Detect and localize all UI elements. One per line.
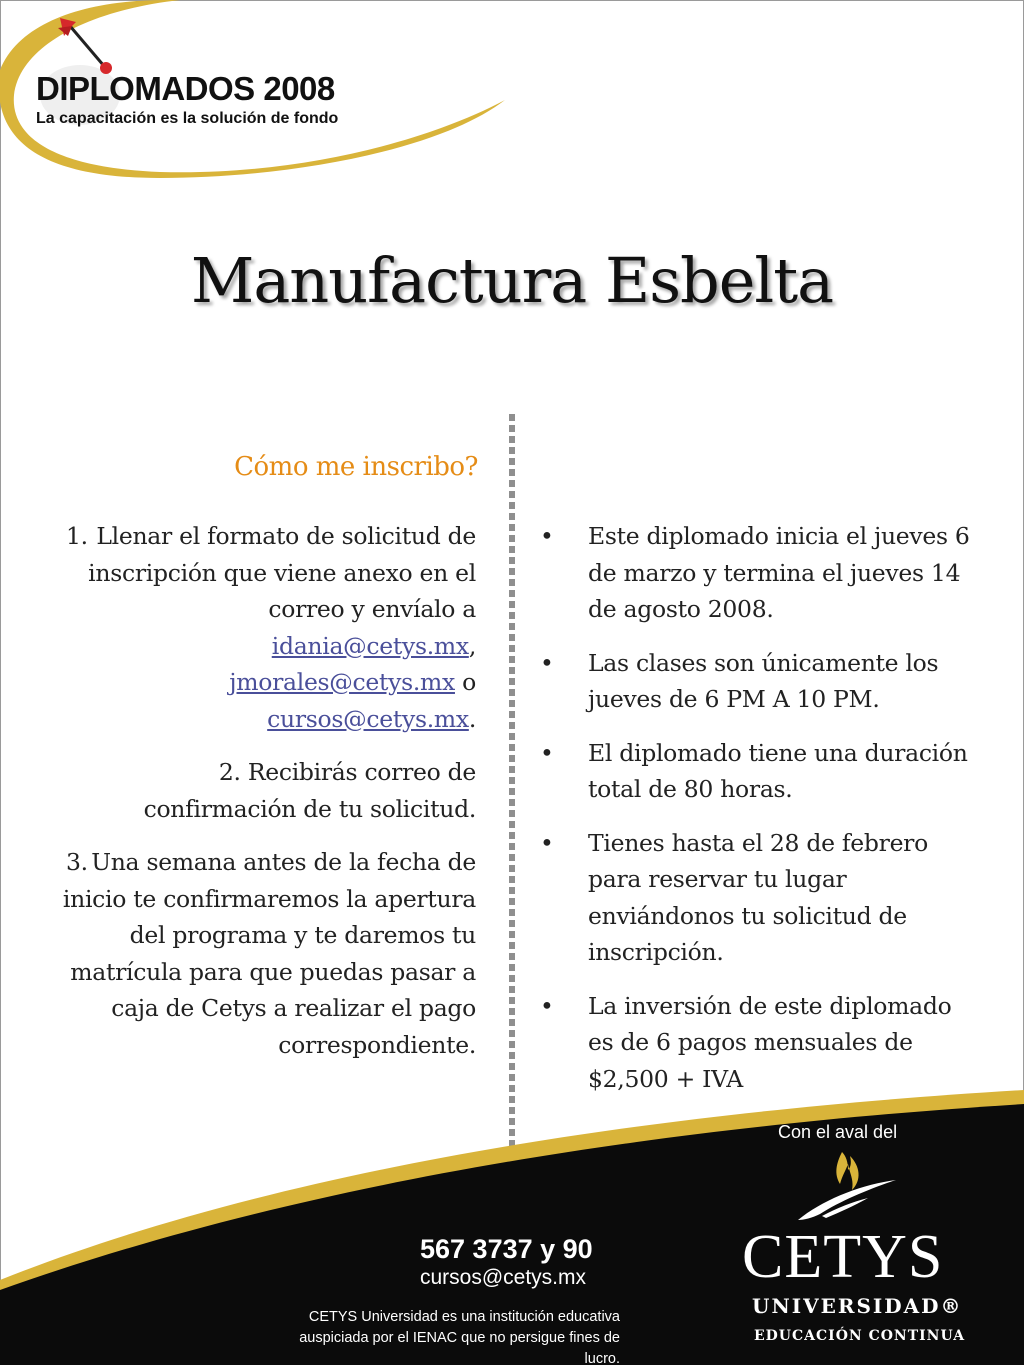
brand-name: CETYS	[742, 1223, 944, 1291]
bullet-icon: •	[540, 828, 554, 857]
bullet-icon: •	[540, 648, 554, 677]
info-text: Este diplomado inicia el jueves 6 de marzo y termina el jueves 14 de agosto 2008.	[588, 522, 970, 623]
contact-email[interactable]: cursos@cetys.mx	[420, 1266, 587, 1289]
info-item	[538, 825, 978, 971]
email-link-idania[interactable]: idania@cetys.mx	[271, 631, 469, 660]
logo-subtitle: La capacitación es la solución de fondo	[36, 110, 339, 127]
step-separator: ,	[468, 631, 476, 660]
info-text: Tienes hasta el 28 de febrero para reservar tu lugar enviándonos tu solicitud de inscripción.	[588, 828, 928, 966]
brand-unit: EDUCACIÓN CONTINUA	[754, 1328, 966, 1344]
step-item	[60, 754, 476, 827]
bullet-icon: •	[540, 522, 554, 550]
endorsement-label: Con el aval del	[778, 1122, 898, 1142]
step-number: 1.	[66, 522, 88, 550]
email-link-jmorales[interactable]: jmorales@cetys.mx	[229, 668, 455, 696]
info-item	[538, 518, 978, 628]
step-text: Llenar el formato de solicitud de inscripción que viene anexo en el correo y envíalo a	[88, 522, 476, 623]
step-number: 2.	[218, 758, 241, 786]
step-number: 3.	[66, 848, 88, 876]
info-text: El diplomado tiene una duración total de 80 horas.	[588, 738, 968, 803]
info-item	[538, 645, 978, 718]
torch-logo-icon	[792, 1150, 902, 1230]
logo-title: DIPLOMADOS 2008	[36, 70, 335, 107]
dart-target-icon	[56, 14, 126, 74]
step-text: Una semana antes de la fecha de inicio te confirmaremos la apertura del programa y te daremos tu matrícula para que puedas pasar a caja de Cetys a realizar el pago correspondiente.	[62, 848, 476, 1059]
step-text: Recibirás correo de confirmación de tu solicitud.	[143, 758, 476, 823]
disclaimer-text: CETYS Universidad es una institución educativa auspiciada por el IENAC que no persigue fines de lucro.	[299, 1309, 620, 1367]
bullet-icon: •	[540, 738, 554, 767]
info-list	[538, 518, 978, 1114]
column-divider	[509, 414, 515, 1160]
step-separator: o	[454, 668, 476, 696]
email-link-cursos[interactable]: cursos@cetys.mx	[267, 704, 469, 733]
page-title: Manufactura Esbelta	[190, 244, 834, 317]
step-item	[60, 518, 476, 737]
steps-list	[60, 518, 476, 1080]
step-item	[60, 844, 476, 1063]
step-end: .	[468, 704, 476, 733]
info-text: La inversión de este diplomado es de 6 pagos mensuales de $2,500 + IVA	[588, 991, 952, 1093]
brand-subtitle: UNIVERSIDAD®	[752, 1294, 963, 1318]
contact-phone: 567 3737 y 90	[420, 1234, 593, 1264]
info-item	[538, 735, 978, 808]
how-to-heading: Cómo me inscribo?	[234, 452, 478, 482]
bullet-icon: •	[540, 991, 554, 1020]
info-text: Las clases son únicamente los jueves de 6 PM A 10 PM.	[588, 648, 939, 713]
